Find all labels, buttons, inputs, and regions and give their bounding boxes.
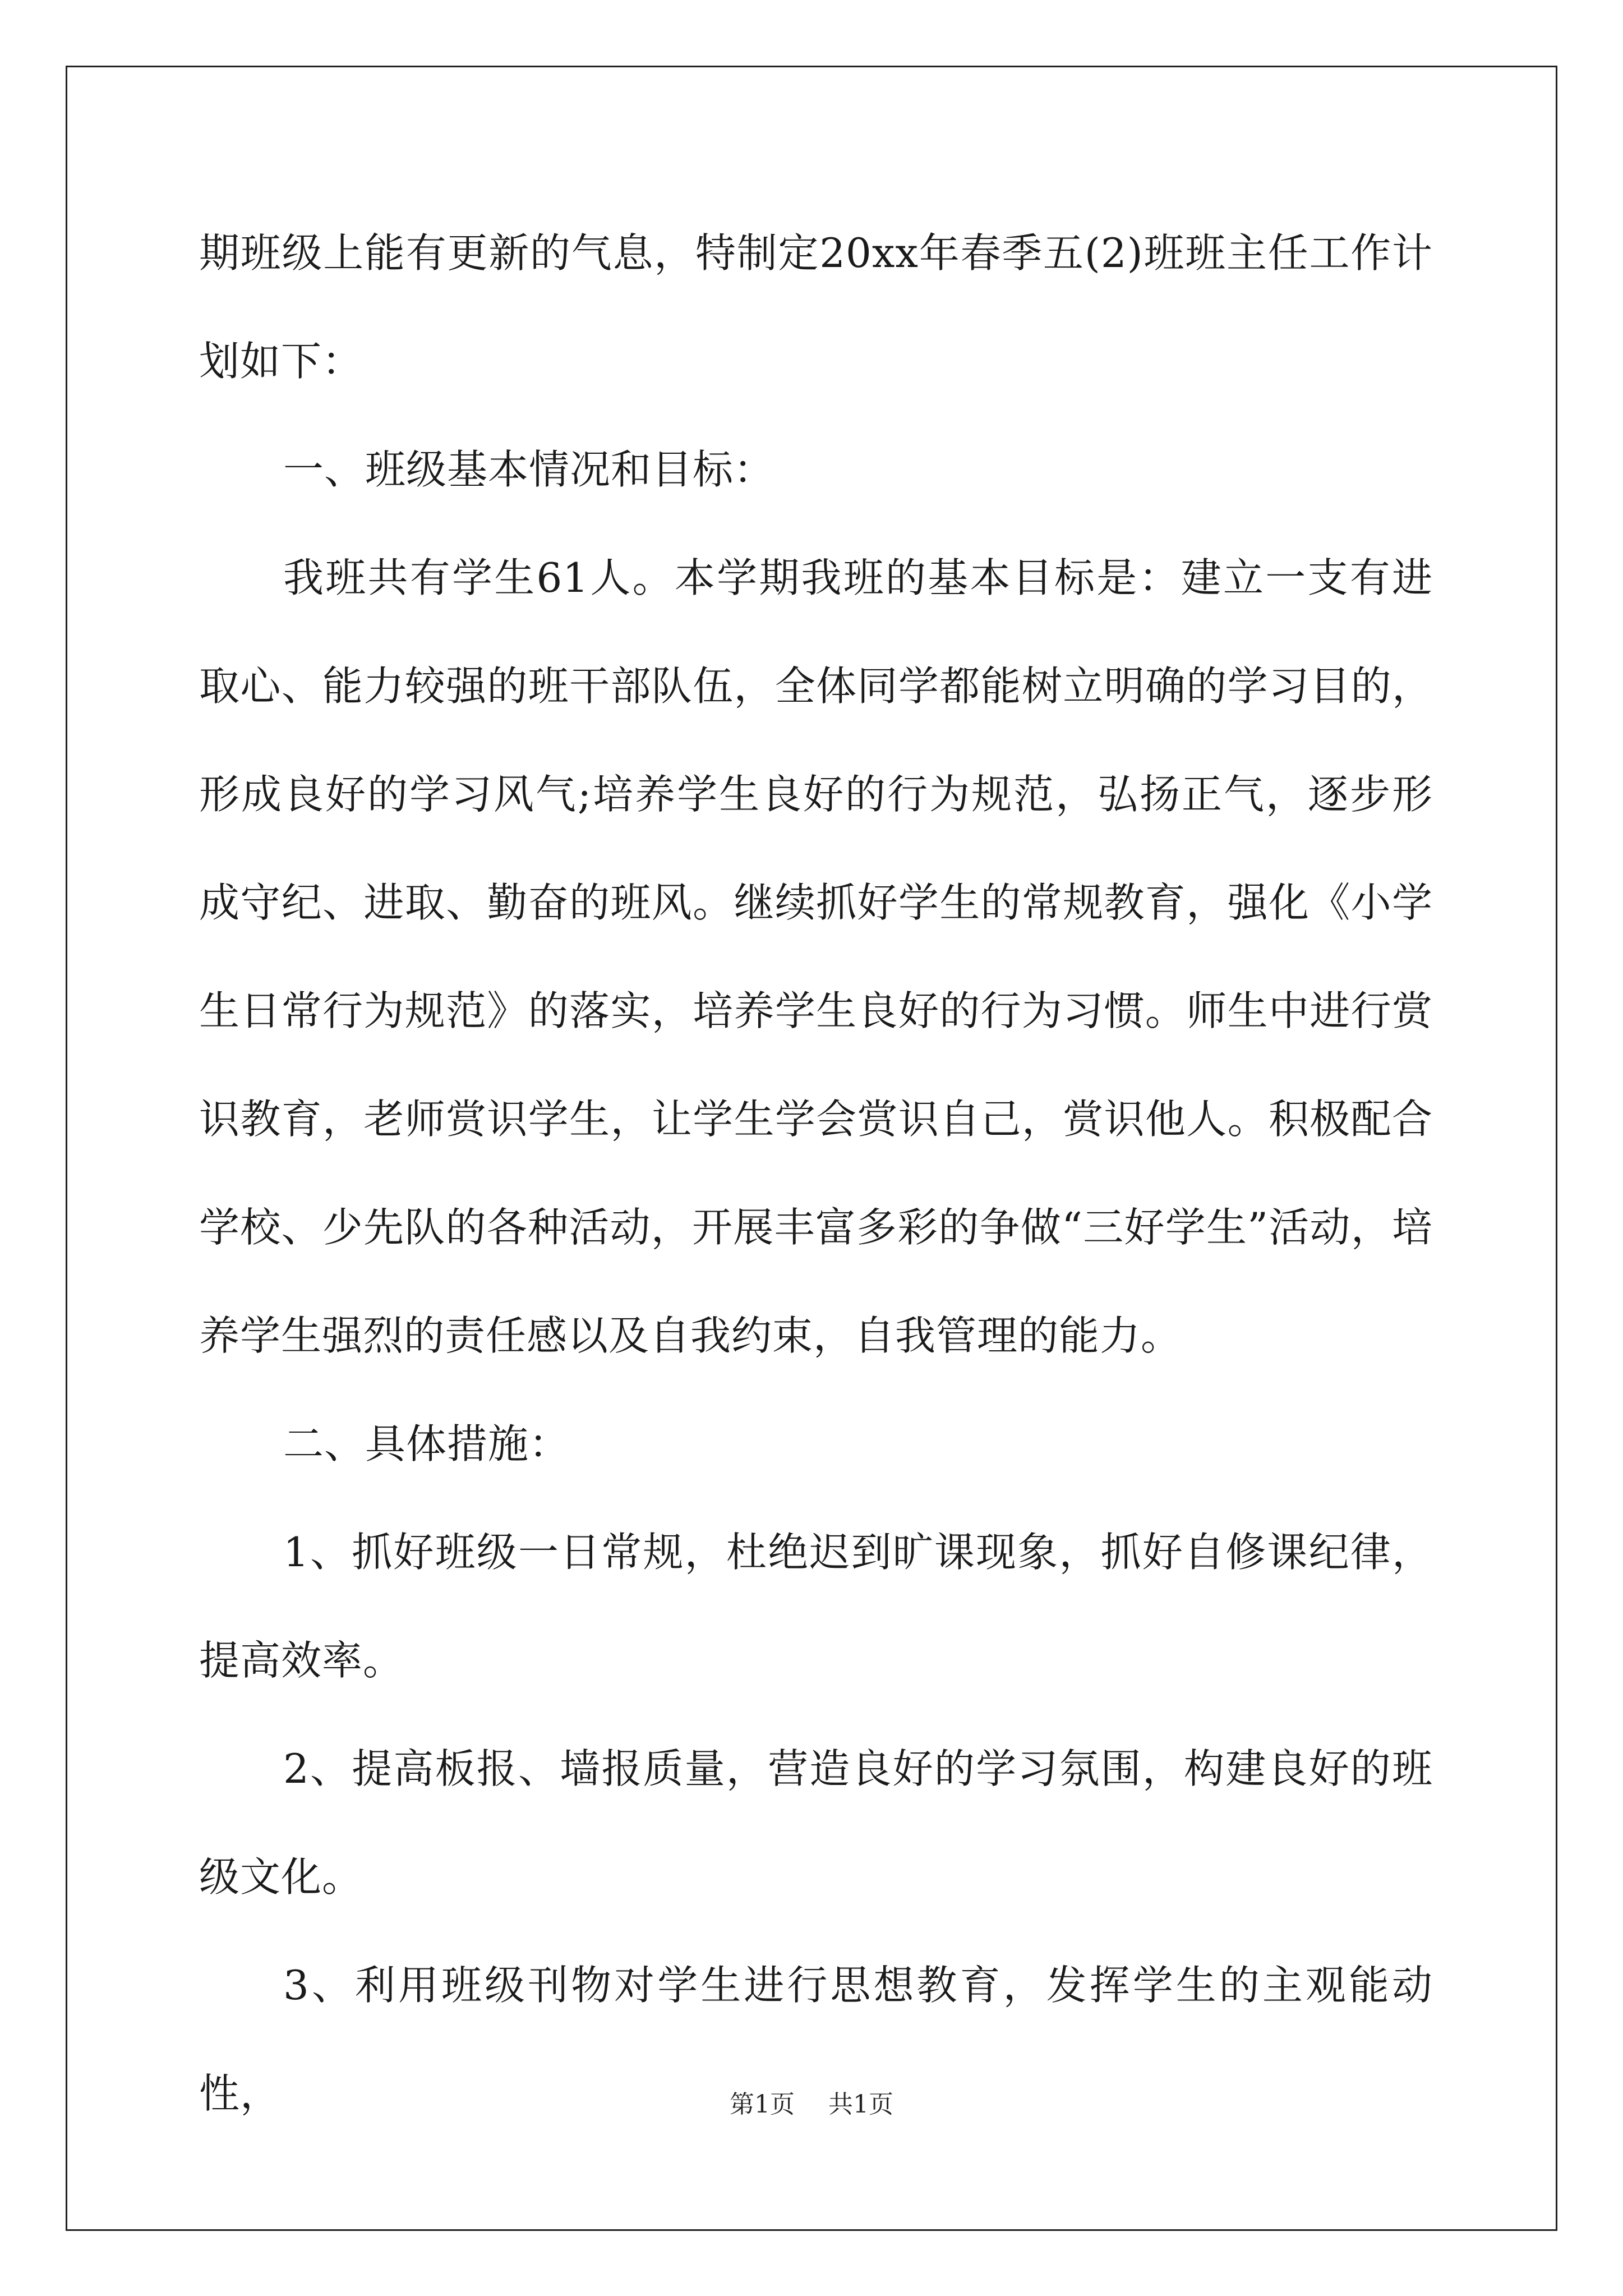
paragraph-class-goals: 我班共有学生61人。本学期我班的基本目标是：建立一支有进取心、能力较强的班干部队伍，全体同学都能树立明确的学习目的，形成良好的学习风气;培养学生良好的行为规范，弘扬正气，逐步形成守纪、进取、勤奋的班风。继续抓好学生的常规教育，强化《小学生日常行为规范》的落实，培养学生良好的行为习惯。师生中进行赏识教育，老师赏识学生，让学生学会赏识自己，赏识他人。积极配合学校、少先队的各种活动，开展丰富多彩的争做“三好学生”活动，培养学生强烈的责任感以及自我约束，自我管理的能力。 [199,554,1433,1359]
measure-item-2: 2、提高板报、墙报质量，营造良好的学习氛围，构建良好的班级文化。 [199,1745,1433,1901]
page-number-current: 第1页 [730,2090,795,2119]
page-footer [0,2084,1623,2120]
heading-section-1: 一、班级基本情况和目标： [283,446,775,493]
paragraph-intro: 期班级上能有更新的气息，特制定20xx年春季五(2)班班主任工作计划如下： [199,229,1433,385]
heading-section-2: 二、具体措施： [283,1420,570,1467]
document-body [199,199,1433,2148]
measure-item-1: 1、抓好班级一日常规，杜绝迟到旷课现象，抓好自修课纪律，提高效率。 [199,1529,1433,1684]
measure-item-3: 3、利用班级刊物对学生进行思想教育，发挥学生的主观能动性， [199,1962,1433,2117]
page-number-total: 共1页 [828,2090,893,2119]
